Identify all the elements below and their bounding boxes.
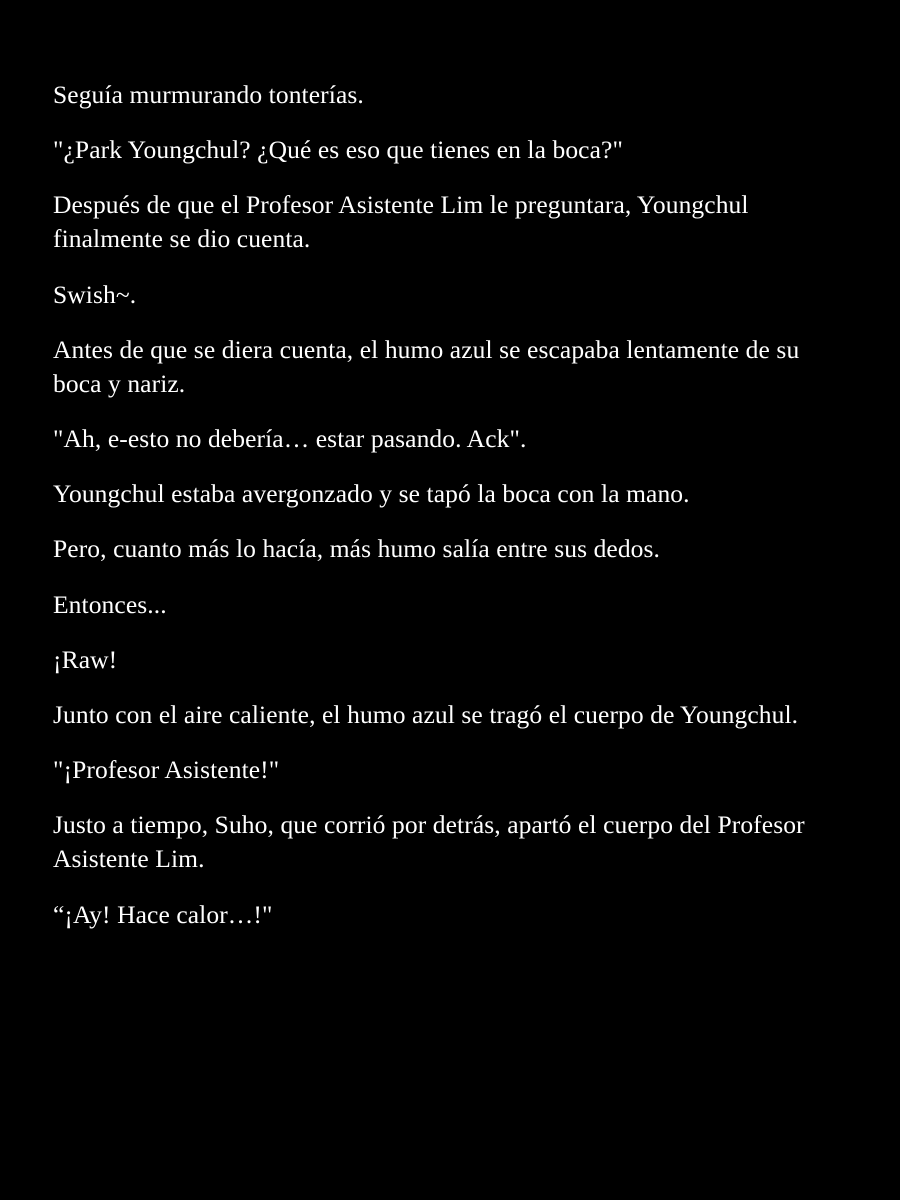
- paragraph: Youngchul estaba avergonzado y se tapó la boca con la mano.: [53, 479, 690, 509]
- paragraph: Swish~.: [53, 279, 137, 309]
- paragraph: "¡Profesor Asistente!": [53, 755, 280, 785]
- paragraph: Entonces...: [53, 589, 167, 619]
- paragraph: Junto con el aire caliente, el humo azul se tragó el cuerpo de Youngchul.: [53, 699, 799, 729]
- paragraph: “¡Ay! Hace calor…!": [53, 899, 273, 929]
- paragraph: Justo a tiempo, Suho, que corrió por detrás, apartó el cuerpo del Profesor Asistente Lim.: [53, 810, 810, 874]
- paragraph: "Ah, e-esto no debería… estar pasando. Ack".: [53, 424, 527, 454]
- paragraph: Pero, cuanto más lo hacía, más humo salía entre sus dedos.: [53, 534, 661, 564]
- paragraph: Seguía murmurando tonterías.: [53, 80, 364, 109]
- reader-text-body: [53, 78, 840, 932]
- paragraph: ¡Raw!: [53, 644, 118, 674]
- paragraph: Después de que el Profesor Asistente Lim le preguntara, Youngchul finalmente se dio cuenta.: [53, 190, 756, 254]
- paragraph: Antes de que se diera cuenta, el humo azul se escapaba lentamente de su boca y nariz.: [53, 334, 806, 398]
- paragraph: "¿Park Youngchul? ¿Qué es eso que tienes en la boca?": [53, 135, 623, 165]
